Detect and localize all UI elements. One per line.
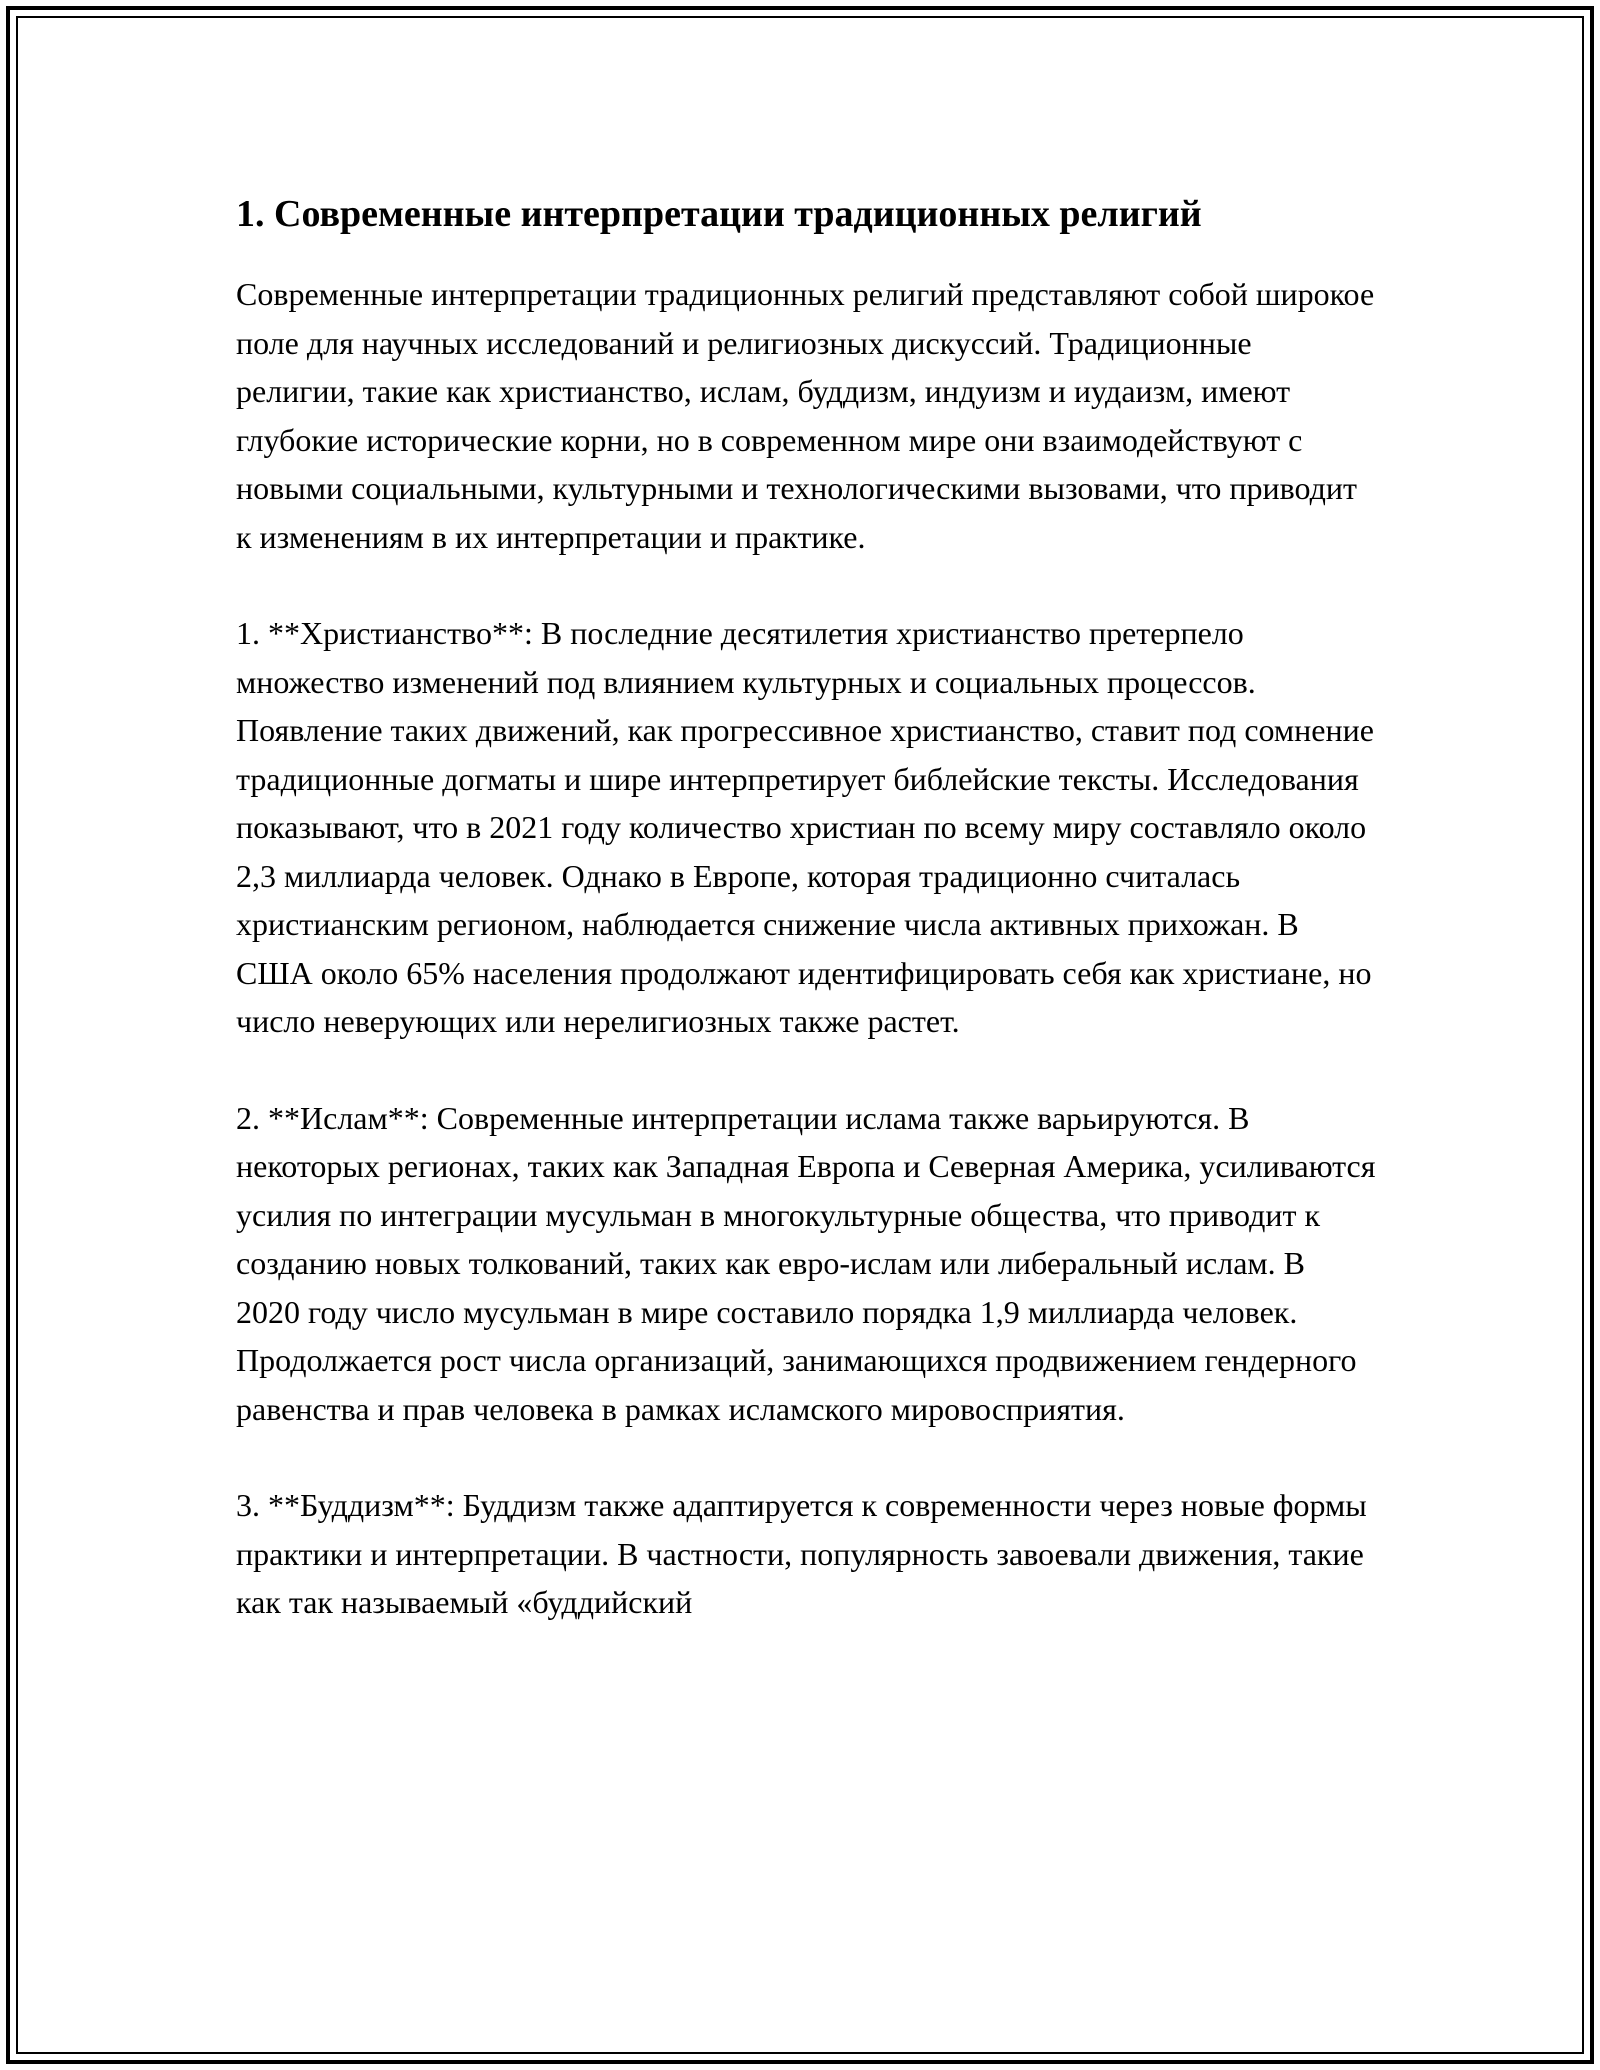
section-heading: 1. Современные интерпретации традиционных религий xyxy=(236,193,1202,235)
islam-paragraph: 2. **Ислам**: Современные интерпретации ислама также варьируются. В некоторых регионах, таких как Западная Европа и Северная Америка, усиливаются усилия по интеграции мусульман в многокультурные общества, что приводит к созданию новых толкований, таких как евро-ислам или либеральный ислам. В 2020 году число мусульман в мире составило порядка 1,9 миллиарда человек. Продолжается рост числа организаций, занимающихся продвижением гендерного равенства и прав человека в рамках исламского мировосприятия. xyxy=(236,1099,1376,1427)
intro-paragraph: Современные интерпретации традиционных религий представляют собой широкое поле для научных исследований и религиозных дискуссий. Традиционные религии, такие как христианство, ислам, буддизм, индуизм и иудаизм, имеют глубокие исторические корни, но в современном мире они взаимодействуют с новыми социальными, культурными и технологическими вызовами, что приводит к изменениям в их интерпретации и практике. xyxy=(236,276,1375,555)
document-body xyxy=(236,186,1376,1675)
buddhism-paragraph: 3. **Буддизм**: Буддизм также адаптируется к современности через новые формы практики и интерпретации. В частности, популярность завоевали движения, такие как так называемый «буддийский xyxy=(236,1487,1367,1620)
christianity-paragraph: 1. **Христианство**: В последние десятилетия христианство претерпело множество изменений под влиянием культурных и социальных процессов. Появление таких движений, как прогрессивное христианство, ставит под сомнение традиционные догматы и шире интерпретирует библейские тексты. Исследования показывают, что в 2021 году количество христиан по всему миру составляло около 2,3 миллиарда человек. Однако в Европе, которая традиционно считалась христианским регионом, наблюдается снижение числа активных прихожан. В США около 65% населения продолжают идентифицировать себя как христиане, но число неверующих или нерелигиозных также растет. xyxy=(236,615,1374,1039)
